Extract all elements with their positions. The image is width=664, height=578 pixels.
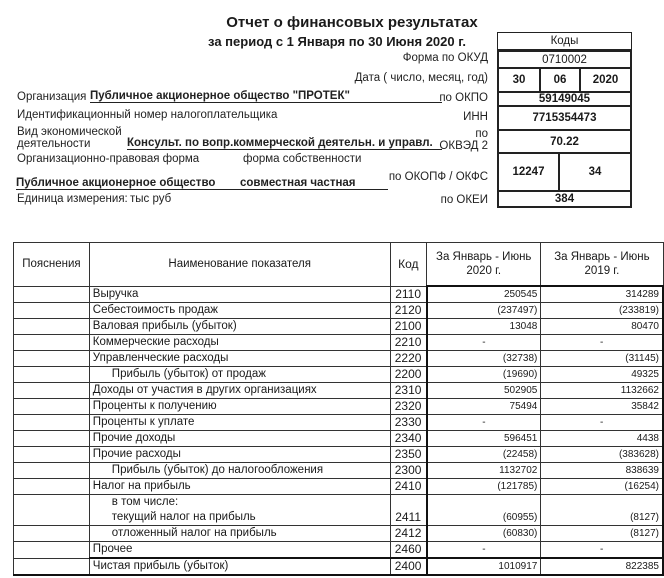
legal-form-text: Публичное акционерное общество [16,177,216,189]
row-value-2020: (60955) [427,495,541,526]
row-name: Прочие доходы [89,431,390,447]
row-value-2019: - [541,335,663,351]
codes-heading: Коды [497,32,632,50]
row-value-2019: (16254) [541,479,663,495]
row-value-2020: (19690) [427,367,541,383]
table-row [14,526,664,542]
row-value-2019: 314289 [541,286,663,303]
row-code: 2200 [390,367,426,383]
row-code: 2320 [390,399,426,415]
row-value-2019: 822385 [541,558,663,575]
okfs-value: 34 [559,153,632,191]
row-name-main: текущий налог на прибыль [111,511,256,523]
row-value-2020: 250545 [427,286,541,303]
table-row [14,367,664,383]
col-header-2019: За Январь - Июнь 2019 г. [541,243,663,287]
row-code: 2412 [390,526,426,542]
okei-label: по ОКЕИ [440,194,488,206]
row-value-2020: (32738) [427,351,541,367]
report-period: за период с 1 Января по 30 Июня 2020 г. [208,34,466,49]
row-value-2019: - [541,415,663,431]
activity-value: Консульт. по вопр.коммерческой деятельн. и управл. [127,137,442,150]
inn-value: 7715354473 [497,106,632,130]
row-value-2020: 596451 [427,431,541,447]
table-row [14,479,664,495]
row-code: 2400 [390,558,426,575]
legal-form-label: Организационно-правовая форма [17,153,200,165]
date-month: 06 [540,68,580,92]
inn-label: ИНН [463,111,488,123]
row-name: Управленческие расходы [89,351,390,367]
row-value-2020: 1010917 [427,558,541,575]
row-value-2020: 13048 [427,319,541,335]
row-value-2020: - [427,335,541,351]
activity-label-line1: Вид экономической [17,126,122,138]
row-value-2020: (60830) [427,526,541,542]
okopf-value: 12247 [497,153,559,191]
row-name: Налог на прибыль [89,479,390,495]
org-label: Организация [17,91,87,103]
table-row [14,447,664,463]
row-value-2020: - [427,415,541,431]
okud-value: 0710002 [497,50,632,68]
row-code: 2210 [390,335,426,351]
row-name: Прочие расходы [89,447,390,463]
table-row [14,542,664,559]
financial-results-table [13,242,664,576]
okei-value: 384 [497,191,632,208]
row-name: Доходы от участия в других организациях [89,383,390,399]
row-value-2019: 838639 [541,463,663,479]
table-row [14,286,664,303]
date-label: Дата ( число, месяц, год) [354,72,488,84]
ownership-label: форма собственности [243,153,362,165]
unit-value: тыс руб [130,193,172,205]
date-day: 30 [497,68,540,92]
row-value-2020: - [427,542,541,559]
row-code: 2411 [390,495,426,526]
row-code: 2220 [390,351,426,367]
table-row [14,415,664,431]
activity-label [17,126,122,150]
row-name: Себестоимость продаж [89,303,390,319]
org-name: Публичное акционерное общество "ПРОТЕК" [90,90,442,103]
okved-label-line1: по [475,128,488,140]
row-value-2020: 502905 [427,383,541,399]
table-row [14,495,664,526]
activity-label-line2: деятельности [17,138,91,150]
row-value-2019: 49325 [541,367,663,383]
row-name: Выручка [89,286,390,303]
okopf-label: по ОКОПФ / ОКФС [388,171,488,183]
okved-value: 70.22 [497,130,632,153]
row-name: Прочее [89,542,390,559]
row-name: отложенный налог на прибыль [89,526,390,542]
col-header-code: Код [390,243,426,287]
okud-label: Форма по ОКУД [402,52,488,64]
okpo-value: 59149045 [497,92,632,106]
legal-form-value [16,177,388,190]
row-value-2019: 35842 [541,399,663,415]
table-row [14,303,664,319]
row-name: Прибыль (убыток) до налогообложения [89,463,390,479]
table-row [14,558,664,575]
okpo-label: по ОКПО [439,92,488,104]
okved-label [439,128,488,152]
row-value-2019: (31145) [541,351,663,367]
table-row [14,383,664,399]
table-row [14,351,664,367]
table-row [14,335,664,351]
col-header-indicator: Наименование показателя [89,243,390,287]
row-value-2019: (8127) [541,526,663,542]
date-year: 2020 [580,68,632,92]
row-name: Прибыль (убыток) от продаж [89,367,390,383]
inn-text: Идентификационный номер налогоплательщика [17,109,278,121]
row-name: Проценты к уплате [89,415,390,431]
row-code: 2340 [390,431,426,447]
row-value-2019: 4438 [541,431,663,447]
table-row [14,319,664,335]
row-code: 2300 [390,463,426,479]
row-value-2020: 75494 [427,399,541,415]
row-value-2019: 80470 [541,319,663,335]
row-code: 2410 [390,479,426,495]
ownership-text: совместная частная [240,177,356,189]
row-name: Чистая прибыль (убыток) [89,558,390,575]
row-name: Валовая прибыль (убыток) [89,319,390,335]
table-header-row [14,243,664,287]
col-header-explanations: Пояснения [14,243,90,287]
row-value-2019: (8127) [541,495,663,526]
row-name [89,495,390,526]
row-code: 2120 [390,303,426,319]
row-value-2020: (121785) [427,479,541,495]
row-code: 2100 [390,319,426,335]
row-code: 2310 [390,383,426,399]
unit-label: Единица измерения: [17,193,128,205]
row-code: 2460 [390,542,426,559]
row-name: Проценты к получению [89,399,390,415]
table-row [14,399,664,415]
table-row [14,463,664,479]
row-code: 2350 [390,447,426,463]
row-value-2019: - [541,542,663,559]
row-value-2020: (22458) [427,447,541,463]
row-value-2020: 1132702 [427,463,541,479]
row-value-2019: (383628) [541,447,663,463]
col-header-2020: За Январь - Июнь 2020 г. [427,243,541,287]
row-code: 2330 [390,415,426,431]
okved-label-line2: ОКВЭД 2 [439,140,488,152]
row-value-2019: 1132662 [541,383,663,399]
table-row [14,431,664,447]
row-code: 2110 [390,286,426,303]
report-title: Отчет о финансовых результатах [226,14,478,31]
row-value-2020: (237497) [427,303,541,319]
row-name: Коммерческие расходы [89,335,390,351]
row-name-prefix: в том числе: [111,496,179,508]
row-value-2019: (233819) [541,303,663,319]
